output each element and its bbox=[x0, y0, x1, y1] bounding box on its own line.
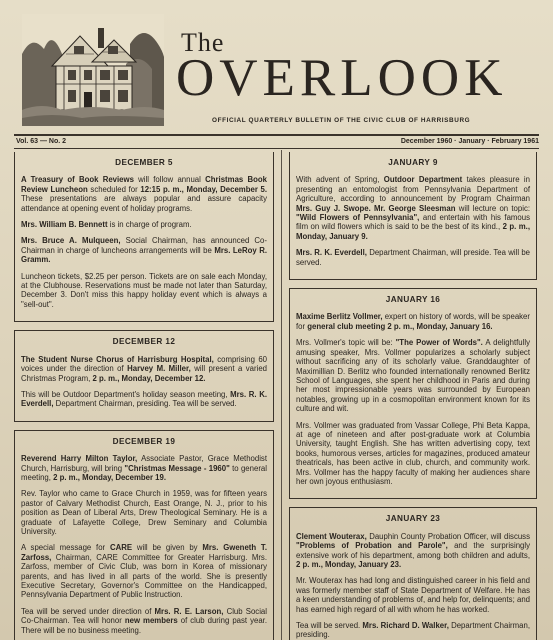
section-heading: JANUARY 9 bbox=[388, 158, 438, 167]
section-december-5 bbox=[14, 152, 274, 322]
masthead-the: The bbox=[181, 28, 225, 57]
clubhouse-illustration bbox=[22, 14, 164, 126]
section-heading: JANUARY 23 bbox=[385, 514, 441, 524]
masthead-title: OVERLOOK bbox=[176, 49, 508, 107]
paragraph: Mrs. Vollmer's topic will be: "The Power of Words". A delightfully amusing speaker, Mrs. Vollmer popularizes a scholarly subject without sacrificing any of its scholarly value. Granddaughter of Maximillian D. Berlitz who founded internationally renowned Berlitz School of Languages, she spent her childhood in Paris and during her most impressionable years was surrounded by European notables, growing up in a cosmopolitan environment known for its culture and wit. bbox=[296, 338, 531, 414]
paragraph: Luncheon tickets, $2.25 per person. Tickets are on sale each Monday, at the Clubhouse. Reservations must be made not later than Saturday, December 3. Don't miss this happy holiday event which is always a "sell-out". bbox=[21, 271, 267, 309]
section-january-16 bbox=[289, 288, 537, 499]
paragraph: Clement Wouterax, Dauphin County Probation Officer, will discuss "Problems of Probation and Parole", and the surprisingly extensive work of his department, among both children and adults, 2 p. m., Monday, January 23. bbox=[296, 531, 530, 569]
section-december-19 bbox=[14, 430, 274, 640]
masthead-rule-lower bbox=[14, 148, 539, 149]
right-column bbox=[289, 152, 537, 640]
paragraph: A special message for CARE will be given by Mrs. Gweneth T. Zarfoss, Chairman, CARE Committee for Greater Harrisburg. Mrs. Zarfoss, member of Civic Club, was born in Korea of missionary parents, and has lived in all parts of the world. She is presently Executive Secretary, Governor's Committee on the Handicapped, Pennsylvania Department of Public Instruction. bbox=[21, 543, 267, 600]
section-heading: DECEMBER 12 bbox=[112, 337, 176, 347]
section-december-12 bbox=[14, 330, 274, 421]
column-divider bbox=[281, 150, 282, 640]
paragraph: Tea will be served under direction of Mrs. R. E. Larson, Club Social Co-Chairman. Tea will honor new members of club during past year. There will be no business meeting. bbox=[21, 606, 268, 635]
paragraph: This will be Outdoor Department's holiday season meeting, Mrs. R. K. Everdell, Department Chairman, presiding. Tea will be served. bbox=[21, 389, 267, 409]
section-heading: DECEMBER 19 bbox=[112, 436, 176, 446]
paragraph: Mrs. Vollmer was graduated from Vassar College, Phi Beta Kappa, at age of nineteen and after post-graduate work at Columbia University, taught English. She has written advertising copy, text books, humorous verses, articles for magazines, produced amateur theatricals, has been active in club, church, and community work. Mrs. Vollmer has the happy faculty of making her audiences share her own joyous enthusiasm. bbox=[296, 420, 530, 486]
left-column bbox=[14, 152, 274, 640]
section-heading: JANUARY 16 bbox=[385, 295, 441, 305]
masthead-rule bbox=[14, 134, 539, 136]
masthead-subtitle: OFFICIAL QUARTERLY BULLETIN OF THE CIVIC CLUB OF HARRISBURG bbox=[212, 117, 471, 124]
paragraph: Mr. Wouterax has had long and distinguished career in his field and was formerly member staff of State Department of Welfare. He has a keen understanding of problems of, and help for, delinquents; and has earned high regard of all with whom he has worked. bbox=[296, 576, 530, 614]
paragraph: The Student Nurse Chorus of Harrisburg Hospital, comprising 60 voices under the direction of Harvey M. Miller, will present a varied Christmas Program, 2 p. m., Monday, December 12. bbox=[21, 354, 267, 383]
paragraph: A Treasury of Book Reviews will follow annual Christmas Book Review Luncheon scheduled for 12:15 p. m., Monday, December 5. These presentations are always popular and assure capacity attendance at opening event of holiday programs. bbox=[21, 175, 267, 213]
section-heading: DECEMBER 5 bbox=[115, 158, 173, 167]
paragraph: Tea will be served. Mrs. Richard D. Walker, Department Chairman, presiding. bbox=[296, 621, 530, 640]
paragraph: Rev. Taylor who came to Grace Church in 1959, was for fifteen years pastor of Calvary Methodist Church, East Orange, N. J., prior to his position as Dean of Liberal Arts, Drew Theological Seminary. He is a graduate of Lafayette College, Drew Seminary and Columbia University. bbox=[21, 489, 267, 536]
paragraph: Reverend Harry Milton Taylor, Associate Pastor, Grace Methodist Church, Harrisburg, will bring "Christmas Message - 1960" to general meeting, 2 p. m., Monday, December 19. bbox=[21, 454, 267, 482]
paragraph: Mrs. William B. Bennett is in charge of program. bbox=[21, 220, 192, 230]
paragraph: With advent of Spring, Outdoor Department takes pleasure in presenting an entomologist from Pennsylvania Department of Agriculture, according to announcement by Program Chairman Mrs. Guy J. Swope. Mr. George Sleesman will lecture on topic: "Wild Flowers of Pennsylvania", and entertain with his famous film on wild flowers which is said to be the best of its kind., 2 p. m., Monday, January 9. bbox=[296, 175, 531, 241]
section-january-9 bbox=[289, 152, 537, 280]
paragraph: Mrs. Bruce A. Mulqueen, Social Chairman, has announced Co-Chairman in charge of luncheons arrangements will be Mrs. LeRoy R. Gramm. bbox=[21, 236, 267, 265]
section-january-23 bbox=[289, 507, 537, 640]
volume-number: Vol. 63 — No. 2 bbox=[16, 138, 67, 145]
paragraph: Mrs. R. K. Everdell, Department Chairman, will preside. Tea will be served. bbox=[296, 248, 530, 267]
paragraph: Maxime Berlitz Vollmer, expert on history of words, will be speaker for general club meeting 2 p. m., Monday, January 16. bbox=[296, 312, 530, 331]
issue-date: December 1960 · January · February 1961 bbox=[400, 138, 539, 145]
